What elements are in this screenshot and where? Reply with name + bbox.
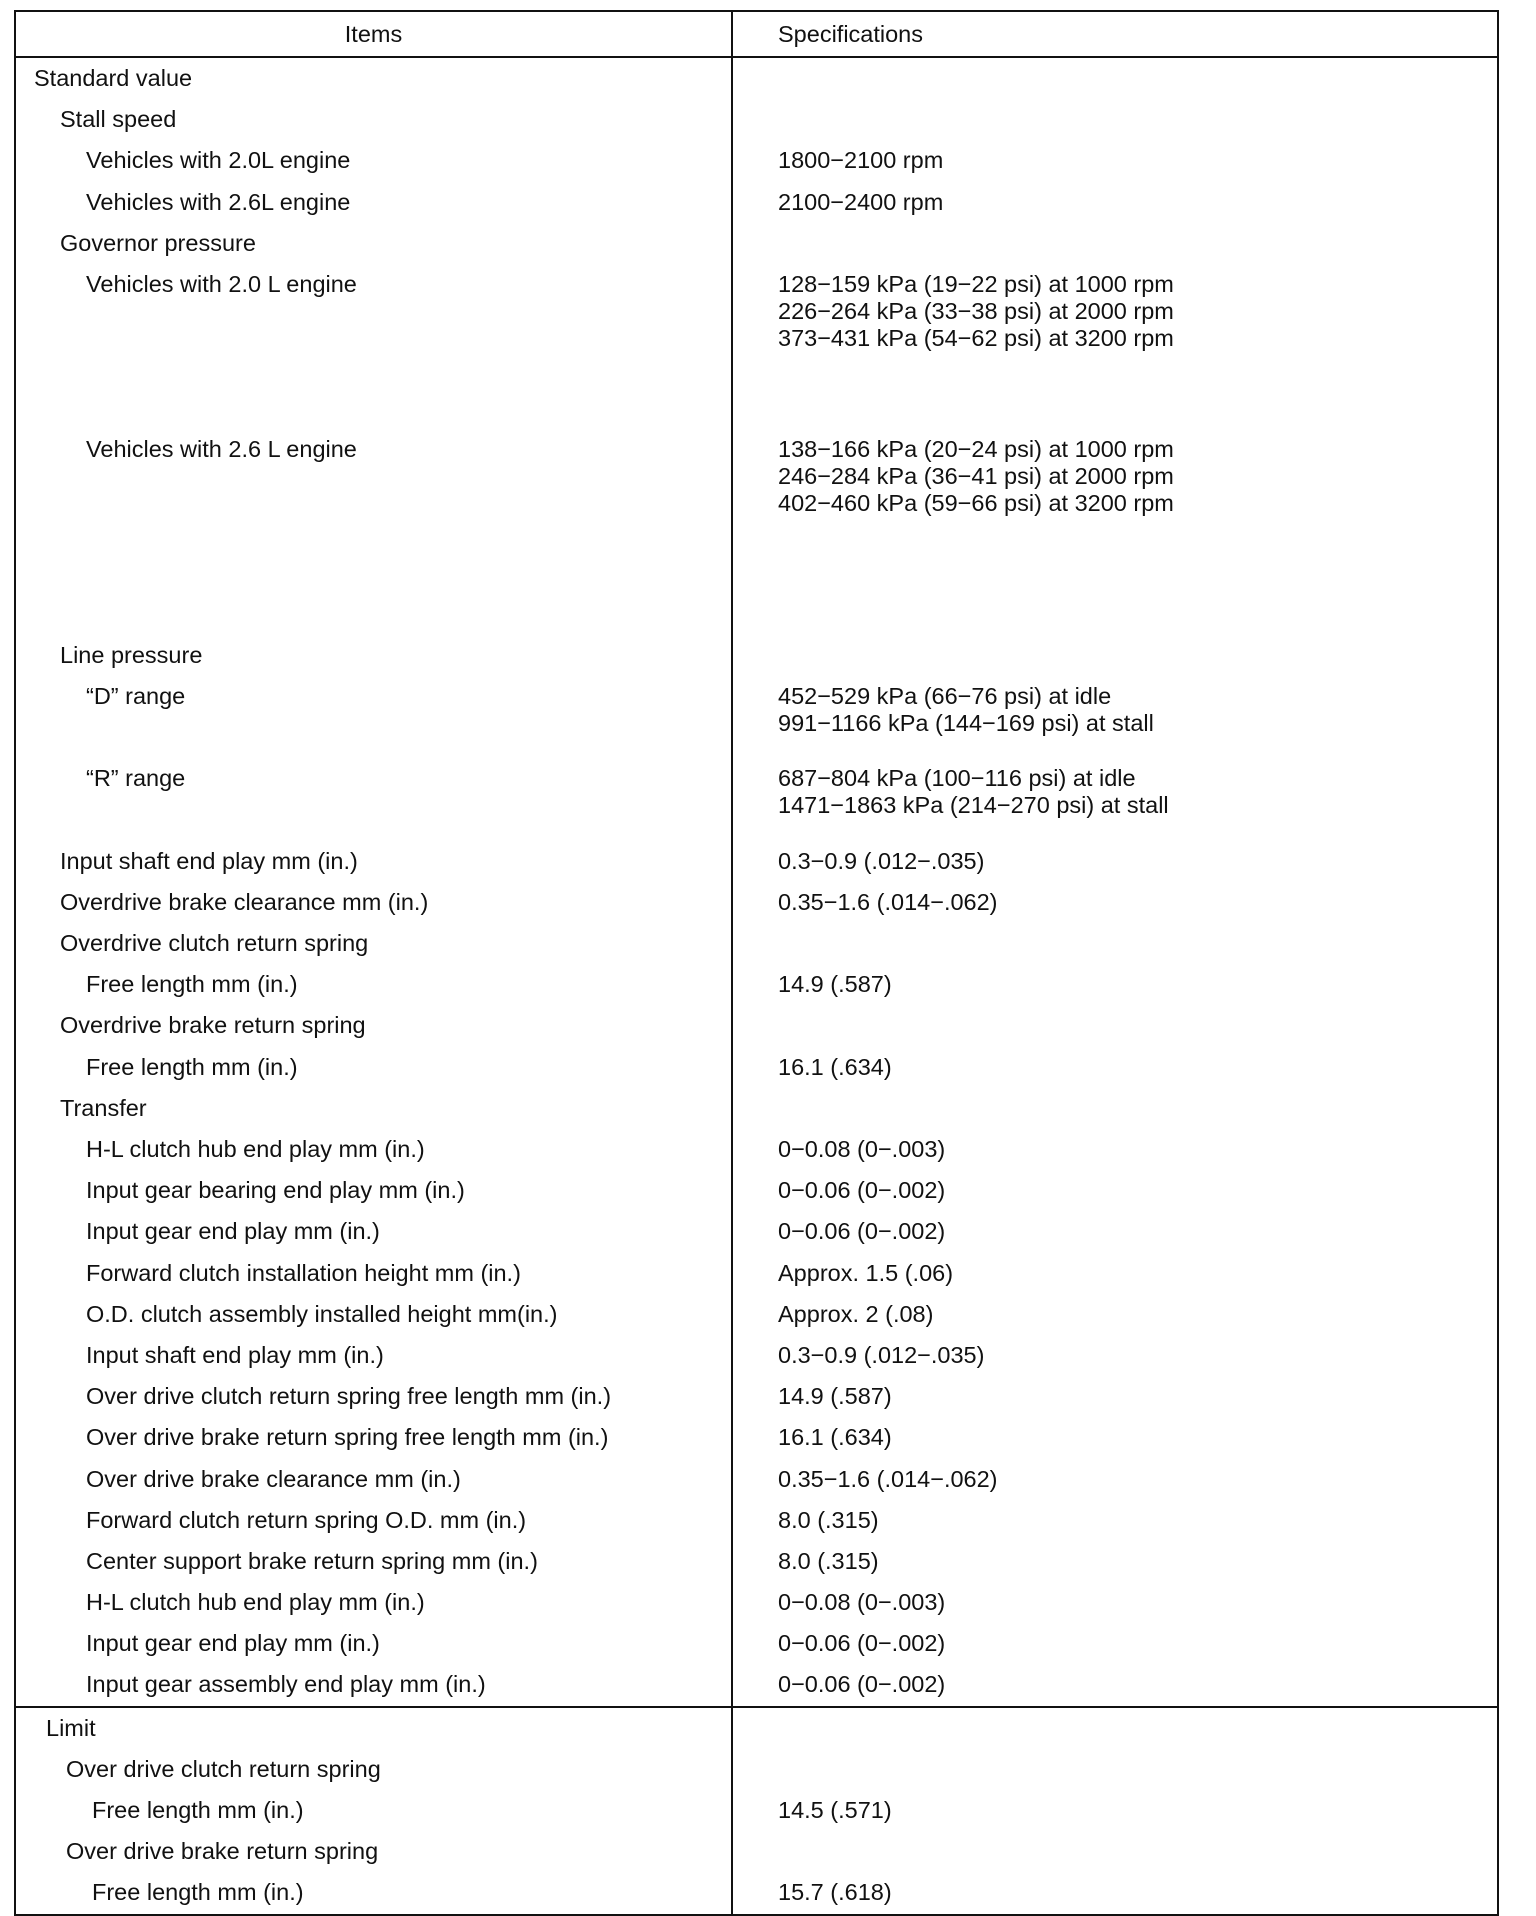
standard-spec-line: 0.3−0.9 (.012−.035) — [778, 1341, 985, 1368]
standard-spec-16 — [733, 1129, 1497, 1170]
standard-items-column — [15, 57, 732, 1707]
limit-items-column — [15, 1707, 732, 1915]
standard-item-0: Stall speed — [60, 106, 177, 133]
standard-specs-list — [733, 99, 1497, 1705]
standard-spec-6 — [733, 635, 1497, 676]
standard-spec-20 — [733, 1294, 1497, 1335]
standard-item-12: Free length mm (in.) — [86, 971, 298, 998]
standard-value-section — [15, 57, 1498, 1707]
standard-item-20: O.D. clutch assembly installed height mm(in.) — [86, 1300, 558, 1327]
standard-spec-line: 8.0 (.315) — [778, 1506, 879, 1533]
standard-item-21: Input shaft end play mm (in.) — [86, 1341, 384, 1368]
limit-item-0: Over drive clutch return spring — [66, 1755, 381, 1782]
limit-items-list — [16, 1749, 731, 1914]
section-title-limit: Limit — [46, 1714, 96, 1741]
section-title-spacer — [733, 58, 1497, 99]
standard-spec-22 — [733, 1376, 1497, 1417]
standard-spec-4 — [733, 264, 1497, 429]
standard-item-9: Input shaft end play mm (in.) — [60, 847, 358, 874]
standard-spec-line: 1471−1863 kPa (214−270 psi) at stall — [778, 792, 1169, 819]
standard-spec-27 — [733, 1582, 1497, 1623]
specifications-sheet — [14, 10, 1499, 1906]
limit-spec-0 — [733, 1749, 1497, 1790]
limit-specs-list — [733, 1749, 1497, 1914]
standard-spec-line: 138−166 kPa (20−24 psi) at 1000 rpm — [778, 435, 1174, 462]
standard-spec-17 — [733, 1170, 1497, 1211]
section-title-spacer — [733, 1708, 1497, 1749]
standard-item-2: Vehicles with 2.6L engine — [86, 188, 351, 215]
standard-spec-15 — [733, 1088, 1497, 1129]
standard-item-10: Overdrive brake clearance mm (in.) — [60, 888, 429, 915]
standard-item-4: Vehicles with 2.0 L engine — [86, 270, 357, 297]
limit-item-2: Over drive brake return spring — [66, 1838, 379, 1865]
standard-item-14: Free length mm (in.) — [86, 1053, 298, 1080]
standard-spec-line: 226−264 kPa (33−38 psi) at 2000 rpm — [778, 297, 1174, 324]
standard-spec-line: 14.9 (.587) — [778, 1383, 892, 1410]
standard-spec-18 — [733, 1211, 1497, 1252]
limit-specs-column — [732, 1707, 1498, 1915]
header-specifications: Specifications — [732, 11, 1498, 57]
standard-spec-26 — [733, 1541, 1497, 1582]
standard-spec-line: 0.35−1.6 (.014−.062) — [778, 1465, 998, 1492]
section-title-standard: Standard value — [34, 65, 193, 91]
standard-spec-3 — [733, 223, 1497, 264]
standard-item-27: H-L clutch hub end play mm (in.) — [86, 1589, 425, 1616]
standard-spec-line: 2100−2400 rpm — [778, 188, 944, 215]
standard-spec-line: Approx. 1.5 (.06) — [778, 1259, 954, 1286]
standard-spec-line: 0−0.08 (0−.003) — [778, 1136, 946, 1163]
standard-spec-line: 0−0.06 (0−.002) — [778, 1630, 946, 1657]
limit-section — [15, 1707, 1498, 1915]
limit-spec-line: 14.5 (.571) — [778, 1797, 892, 1824]
standard-spec-line: 16.1 (.634) — [778, 1424, 892, 1451]
standard-item-24: Over drive brake clearance mm (in.) — [86, 1465, 461, 1492]
standard-spec-line: 1800−2100 rpm — [778, 147, 944, 174]
limit-spec-1 — [733, 1790, 1497, 1831]
standard-item-25: Forward clutch return spring O.D. mm (in.) — [86, 1506, 527, 1533]
limit-spec-2 — [733, 1831, 1497, 1872]
standard-spec-line: 991−1166 kPa (144−169 psi) at stall — [778, 709, 1154, 736]
limit-item-3: Free length mm (in.) — [92, 1879, 304, 1906]
standard-item-15: Transfer — [60, 1094, 147, 1121]
standard-spec-line: 8.0 (.315) — [778, 1547, 879, 1574]
standard-spec-12 — [733, 964, 1497, 1005]
standard-item-22: Over drive clutch return spring free length mm (in.) — [86, 1383, 612, 1410]
standard-item-3: Governor pressure — [60, 229, 256, 256]
standard-spec-14 — [733, 1047, 1497, 1088]
standard-spec-29 — [733, 1664, 1497, 1705]
standard-spec-line: 452−529 kPa (66−76 psi) at idle — [778, 682, 1112, 709]
header-row — [15, 11, 1498, 57]
standard-spec-1 — [733, 140, 1497, 181]
standard-spec-13 — [733, 1005, 1497, 1046]
standard-specs-column — [732, 57, 1498, 1707]
standard-item-6: Line pressure — [60, 641, 203, 668]
standard-spec-line: 0−0.06 (0−.002) — [778, 1671, 946, 1698]
standard-spec-23 — [733, 1417, 1497, 1458]
standard-item-17: Input gear bearing end play mm (in.) — [86, 1177, 465, 1204]
standard-item-28: Input gear end play mm (in.) — [86, 1630, 380, 1657]
standard-spec-2 — [733, 182, 1497, 223]
standard-item-23: Over drive brake return spring free length mm (in.) — [86, 1424, 609, 1451]
standard-item-16: H-L clutch hub end play mm (in.) — [86, 1136, 425, 1163]
standard-item-29: Input gear assembly end play mm (in.) — [86, 1671, 486, 1698]
standard-spec-line: 128−159 kPa (19−22 psi) at 1000 rpm — [778, 270, 1174, 297]
standard-spec-8 — [733, 758, 1497, 840]
standard-item-18: Input gear end play mm (in.) — [86, 1218, 380, 1245]
standard-spec-28 — [733, 1623, 1497, 1664]
standard-item-13: Overdrive brake return spring — [60, 1012, 366, 1039]
standard-spec-line: 14.9 (.587) — [778, 971, 892, 998]
header-items: Items — [15, 11, 732, 57]
standard-item-1: Vehicles with 2.0L engine — [86, 147, 351, 174]
standard-spec-19 — [733, 1253, 1497, 1294]
standard-spec-line: 0.35−1.6 (.014−.062) — [778, 888, 998, 915]
standard-spec-24 — [733, 1459, 1497, 1500]
standard-item-19: Forward clutch installation height mm (in.) — [86, 1259, 521, 1286]
standard-spec-9 — [733, 841, 1497, 882]
limit-item-1: Free length mm (in.) — [92, 1797, 304, 1824]
standard-item-26: Center support brake return spring mm (in.) — [86, 1547, 538, 1574]
standard-spec-line: 402−460 kPa (59−66 psi) at 3200 rpm — [778, 489, 1174, 516]
standard-spec-line: 16.1 (.634) — [778, 1053, 892, 1080]
standard-item-8: “R” range — [86, 765, 186, 792]
standard-item-11: Overdrive clutch return spring — [60, 930, 369, 957]
standard-spec-5 — [733, 429, 1497, 635]
specifications-table — [14, 10, 1499, 1916]
standard-spec-line: 0−0.06 (0−.002) — [778, 1177, 946, 1204]
standard-spec-line: 0−0.08 (0−.003) — [778, 1589, 946, 1616]
standard-spec-21 — [733, 1335, 1497, 1376]
limit-spec-line: 15.7 (.618) — [778, 1879, 892, 1906]
standard-spec-line: 373−431 kPa (54−62 psi) at 3200 rpm — [778, 324, 1174, 351]
standard-spec-line: 0−0.06 (0−.002) — [778, 1218, 946, 1245]
standard-spec-line: 246−284 kPa (36−41 psi) at 2000 rpm — [778, 462, 1174, 489]
standard-spec-7 — [733, 676, 1497, 758]
standard-spec-25 — [733, 1500, 1497, 1541]
standard-spec-line: 0.3−0.9 (.012−.035) — [778, 847, 985, 874]
standard-spec-line: Approx. 2 (.08) — [778, 1300, 934, 1327]
standard-item-7: “D” range — [86, 682, 186, 709]
standard-spec-11 — [733, 923, 1497, 964]
standard-spec-10 — [733, 882, 1497, 923]
standard-spec-0 — [733, 99, 1497, 140]
limit-spec-3 — [733, 1872, 1497, 1913]
standard-spec-line: 687−804 kPa (100−116 psi) at idle — [778, 765, 1136, 792]
standard-items-list — [16, 99, 731, 1705]
standard-item-5: Vehicles with 2.6 L engine — [86, 435, 357, 462]
